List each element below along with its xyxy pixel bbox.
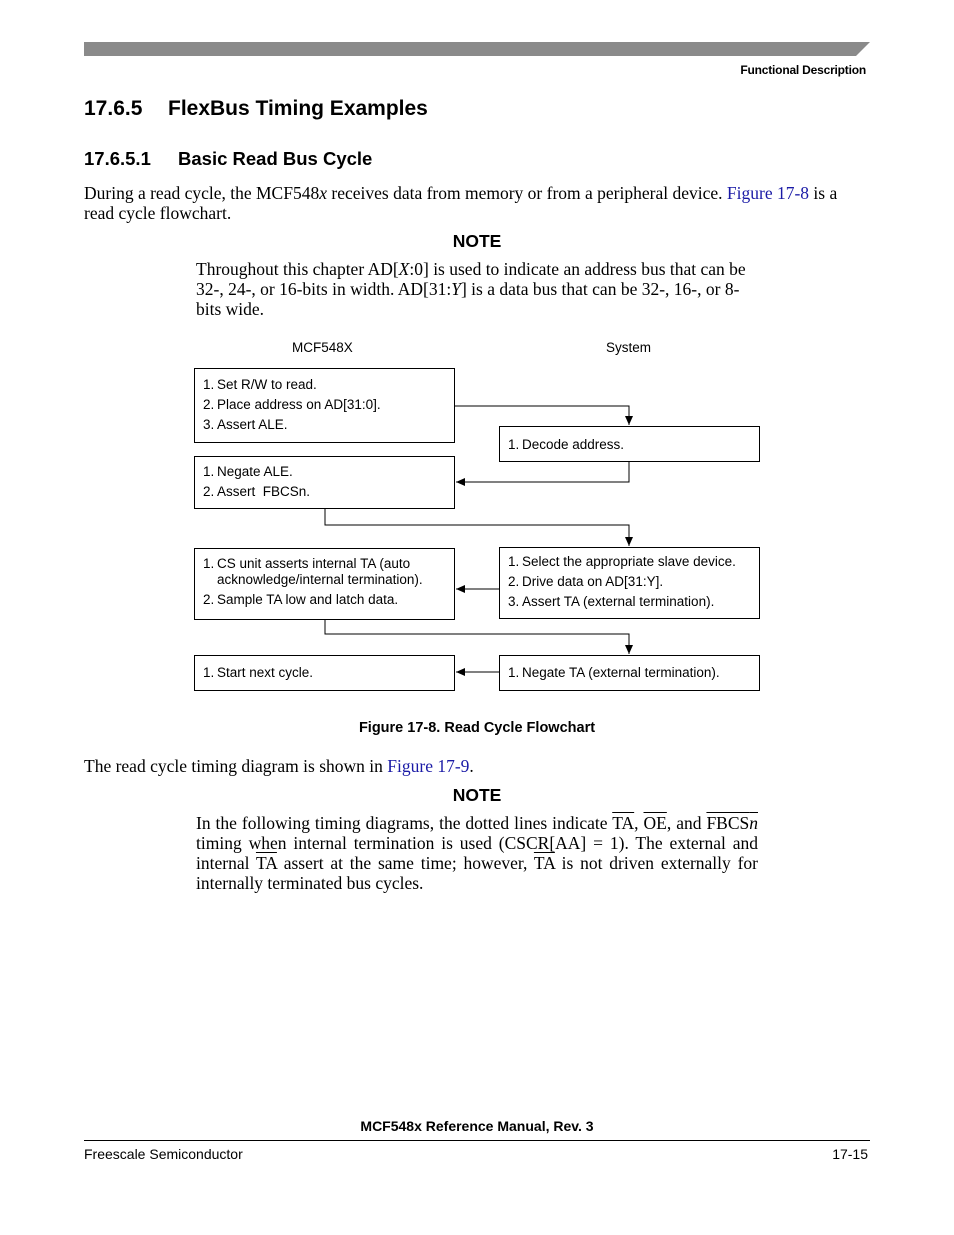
intro-text: During a read cycle, the MCF548 [84, 183, 320, 203]
note2-text-3: assert at the same time; however, [276, 853, 534, 873]
figure-17-8-link[interactable]: Figure 17-8 [726, 183, 810, 203]
step-number: 3. [203, 417, 215, 432]
header-bar [0, 0, 954, 60]
step-number: 2. [508, 574, 520, 589]
step-number: 1. [203, 556, 215, 571]
step-number: 2. [203, 592, 215, 607]
step-number: 1. [508, 554, 520, 569]
flow-step [508, 665, 759, 681]
note2-sep-2: , and [666, 813, 707, 833]
flow-box-cs-internal-ta [194, 548, 455, 620]
figure-caption: Figure 17-8. Read Cycle Flowchart [358, 720, 596, 736]
note-text-2: :0] is used to indicate an address bus that can be 32-, 24-, or 16-bits in width. AD[31: [196, 259, 746, 299]
flow-step [203, 592, 446, 608]
step-text: Negate TA (external termination). [522, 665, 720, 680]
note2-text-4: is not driven externally for internally terminated bus cycles. [196, 853, 758, 893]
flow-box-select-slave [499, 547, 760, 619]
step-text: Drive data on AD[31:Y]. [522, 574, 664, 589]
step-number: 1. [508, 665, 520, 680]
timing-text: The read cycle timing diagram is shown in [84, 756, 388, 776]
note-title: NOTE [452, 231, 502, 251]
subsection-heading [84, 148, 372, 170]
running-title: Functional Description [740, 63, 866, 77]
step-text: Sample TA low and latch data. [217, 592, 399, 607]
fbcs-text: FBCS [706, 813, 750, 833]
step-number: 1. [203, 464, 215, 479]
step-number: 2. [203, 484, 215, 499]
flow-step [203, 556, 446, 588]
step-number: 1. [508, 437, 520, 452]
fbcsn-signal [706, 813, 758, 833]
flow-box-negate-ta [499, 655, 760, 691]
step-number: 1. [203, 665, 215, 680]
note-title-2: NOTE [452, 785, 502, 805]
note2-text: In the following timing diagrams, the dotted lines indicate [196, 813, 613, 833]
step-number: 1. [203, 377, 215, 392]
step-number: 2. [203, 397, 215, 412]
step-number: 3. [508, 594, 520, 609]
note-italic-2: Y [451, 279, 461, 299]
flow-step [203, 665, 454, 681]
figure-17-9-link[interactable]: Figure 17-9 [387, 756, 470, 776]
ta-signal: $\overline{TA}$ [612, 813, 635, 833]
intro-text-2: receives data from memory or from a peripheral device. [327, 183, 727, 203]
flow-box-start-next-cycle [194, 655, 455, 691]
step-text: Decode address. [522, 437, 625, 452]
company-name: Freescale Semiconductor [84, 1146, 243, 1162]
subsection-title: Basic Read Bus Cycle [178, 148, 373, 169]
step-text: Assert FBCSn. [217, 484, 311, 499]
flow-box-decode-address [499, 426, 760, 462]
section-title: FlexBus Timing Examples [168, 97, 428, 120]
step-text: Select the appropriate slave device. [522, 554, 736, 569]
page-number: 17-15 [832, 1146, 868, 1162]
flowchart-connectors [0, 330, 954, 710]
oe-signal: $\overline{OE}$ [643, 813, 667, 833]
note-italic: X [398, 259, 410, 279]
flow-box-negate-ale [194, 456, 455, 509]
read-cycle-flowchart [0, 330, 954, 710]
step-text: Place address on AD[31:0]. [217, 397, 381, 412]
intro-italic: x [319, 183, 327, 203]
step-text: Start next cycle. [217, 665, 314, 680]
ta-signal-2: $\overline{TA}$ [255, 853, 277, 873]
ta-signal-3: $\overline{TA}$ [533, 853, 555, 873]
manual-title: MCF548x Reference Manual, Rev. 3 [360, 1118, 594, 1134]
intro-text-3: is a read cycle flowchart. [84, 183, 838, 223]
flow-step [203, 377, 454, 393]
step-text: Negate ALE. [217, 464, 293, 479]
flow-step [203, 464, 454, 480]
flow-step [203, 484, 454, 500]
flow-step [508, 594, 759, 610]
note-body-2 [196, 813, 758, 893]
flow-box-set-read [194, 368, 455, 443]
column-label-mcf548x: MCF548X [292, 340, 353, 355]
step-text: Assert TA (external termination). [522, 594, 715, 609]
footer-rule [84, 1140, 870, 1141]
note-text: Throughout this chapter AD[ [196, 259, 399, 279]
flow-step [508, 437, 759, 453]
column-label-system: System [606, 340, 652, 355]
flow-step [203, 417, 454, 433]
subsection-number: 17.6.5.1 [84, 148, 151, 169]
note-text-3: ] is a data bus that can be 32-, 16-, or 8-bits wide. [196, 279, 740, 319]
flow-step [203, 397, 454, 413]
note2-sep: , [634, 813, 644, 833]
section-number: 17.6.5 [84, 97, 143, 120]
intro-paragraph [84, 183, 871, 223]
step-text: Set R/W to read. [217, 377, 317, 392]
timing-text-2: . [469, 756, 474, 776]
note-body [196, 259, 758, 319]
step-text: Assert ALE. [217, 417, 288, 432]
step-text: CS unit asserts internal TA (auto acknowledge/internal termination). [217, 556, 423, 587]
section-heading [84, 97, 428, 121]
note2-text-2: timing when internal termination is used (CSCR[AA] = 1). The external and internal [196, 833, 758, 873]
timing-paragraph [84, 756, 871, 776]
flow-step [508, 554, 759, 570]
flow-step [508, 574, 759, 590]
fbcs-n: n [749, 813, 758, 833]
